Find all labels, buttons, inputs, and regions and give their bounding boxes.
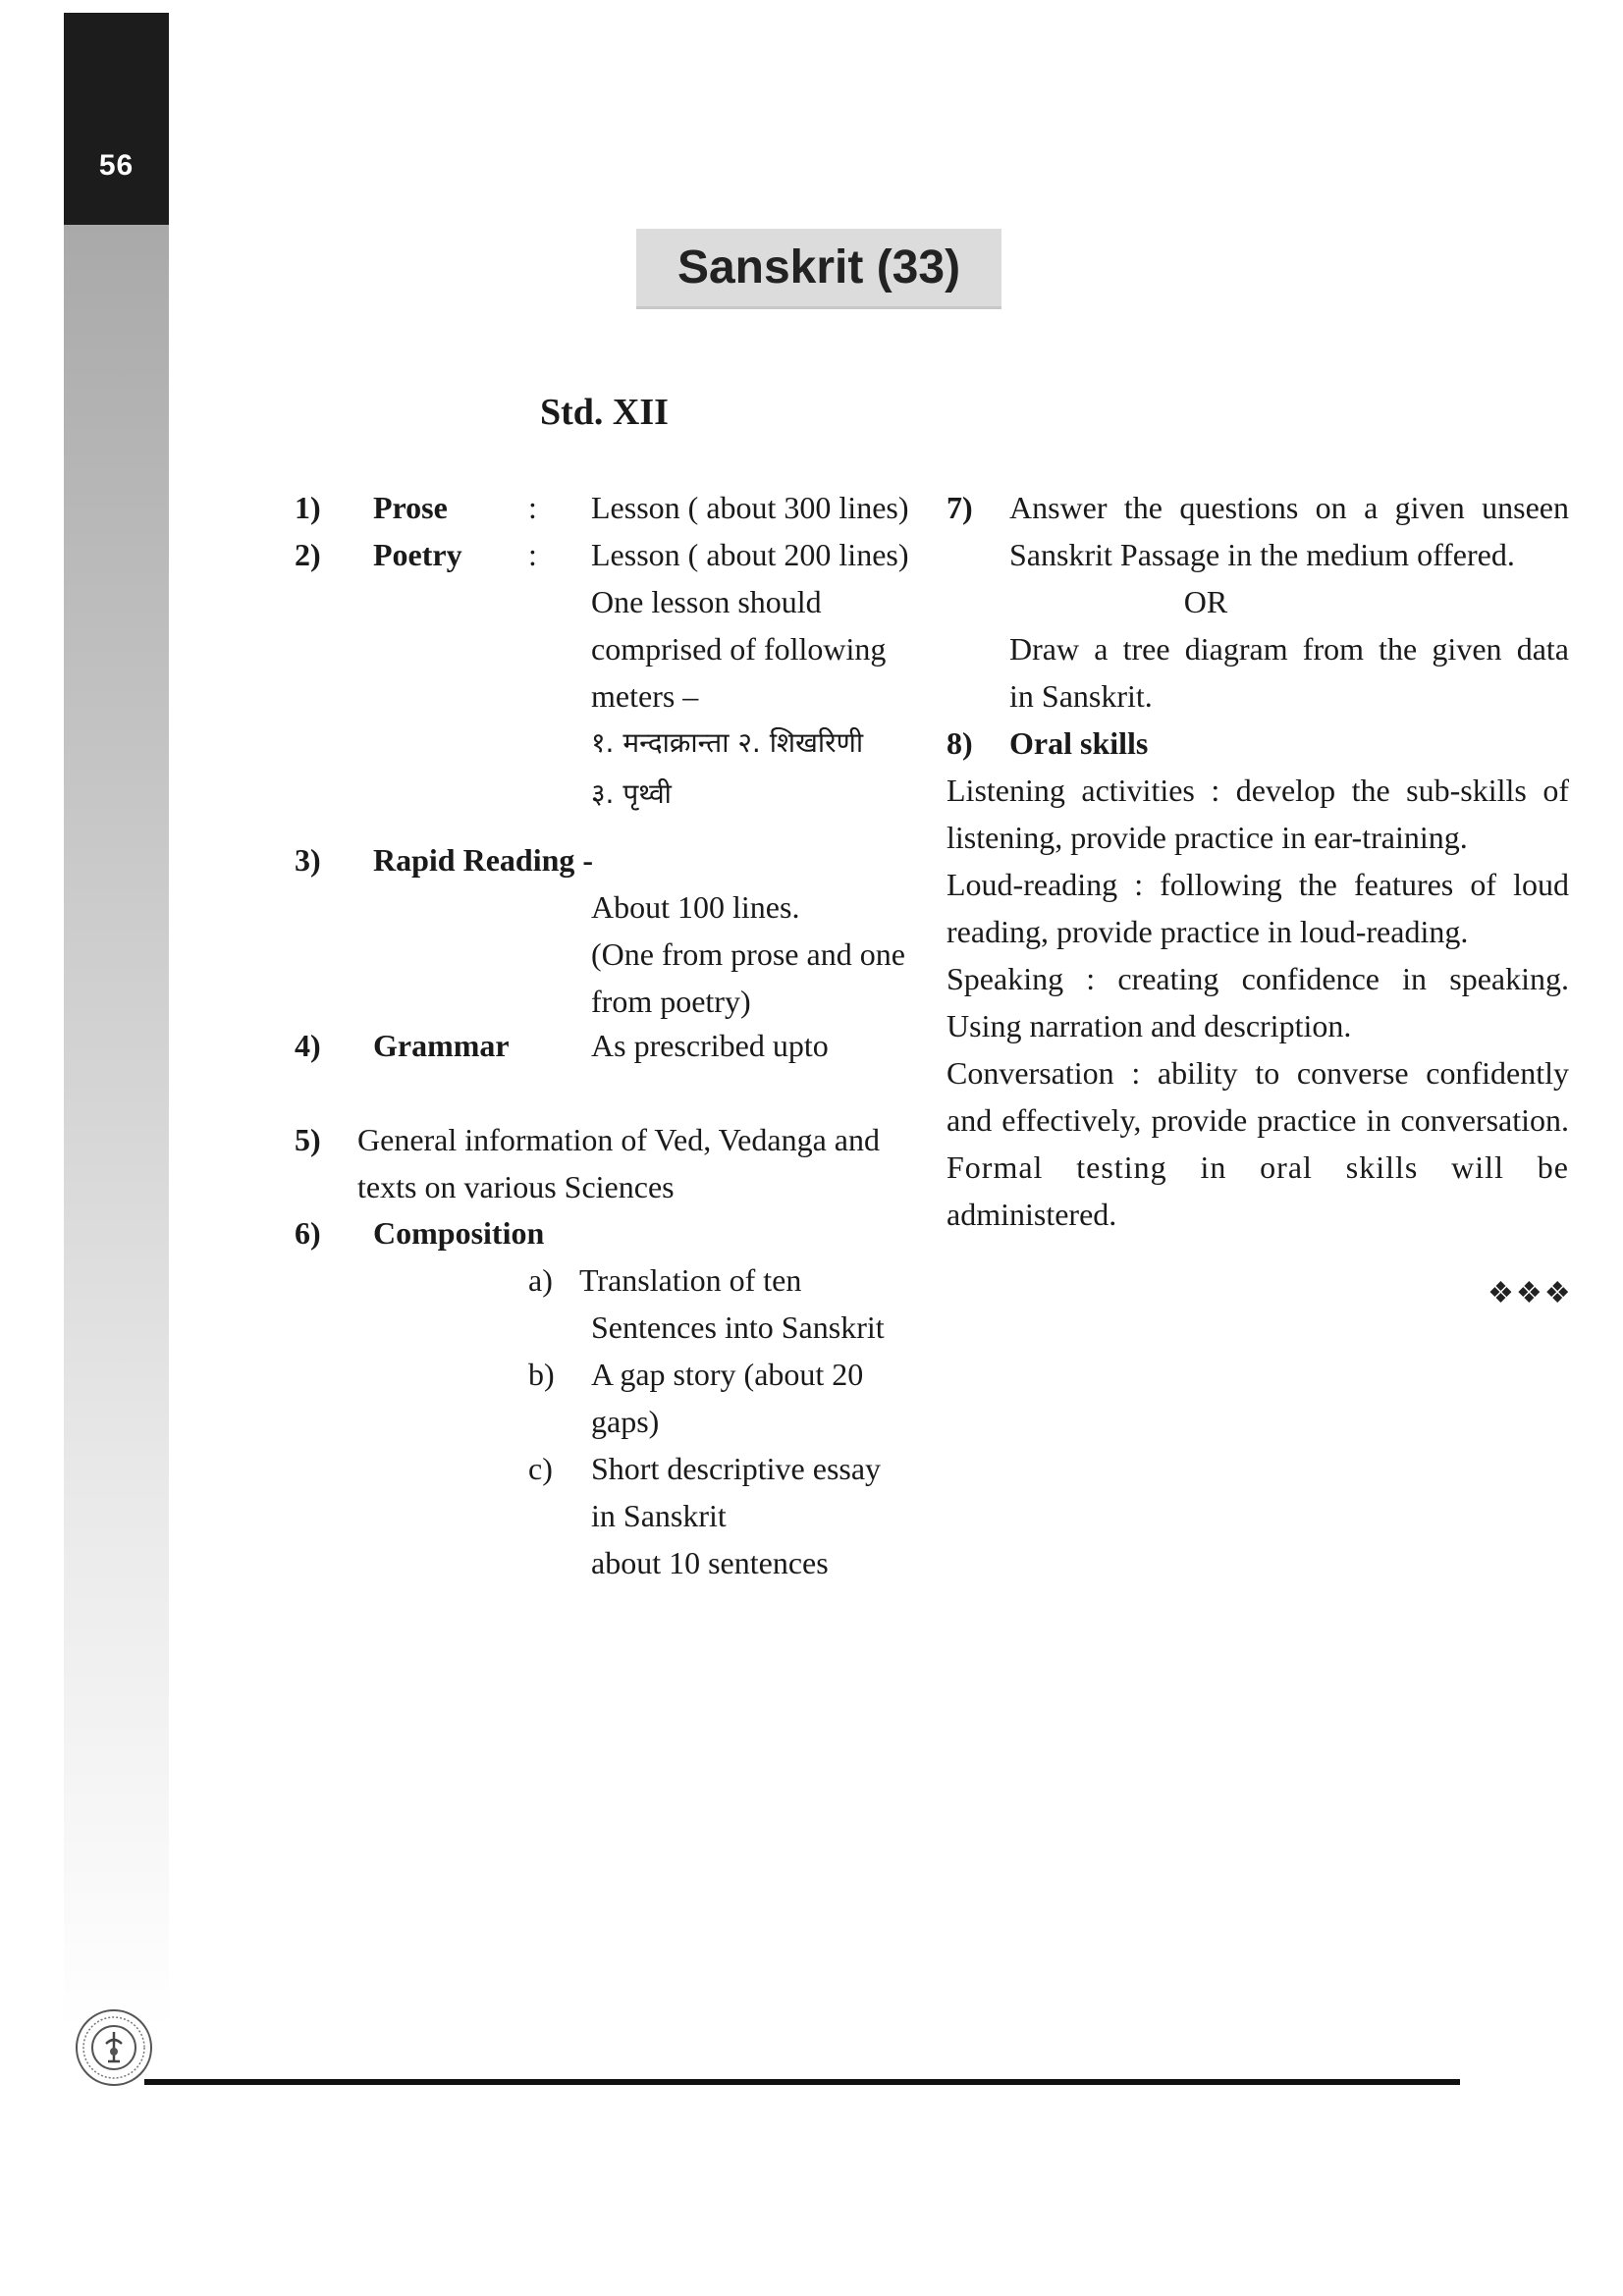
item-2-line: comprised of following	[591, 631, 887, 667]
item-7-line: Draw a tree diagram from the given data	[1009, 631, 1569, 667]
item-6b-line: A gap story (about 20	[591, 1357, 864, 1392]
item-1-heading: Prose	[373, 490, 448, 525]
item-6a-label: a)	[528, 1262, 553, 1298]
std-heading: Std. XII	[540, 392, 669, 433]
item-6a-line: Translation of ten	[579, 1262, 802, 1298]
item-2-number: 2)	[295, 537, 321, 572]
item-4-heading: Grammar	[373, 1028, 510, 1063]
item-8-line: and effectively, provide practice in conversation.	[947, 1102, 1569, 1138]
item-2-heading: Poetry	[373, 537, 462, 572]
page-number: 56	[98, 149, 135, 182]
item-8-number: 8)	[947, 725, 973, 761]
item-3-line: from poetry)	[591, 984, 751, 1019]
item-8-heading: Oral skills	[1009, 725, 1149, 761]
item-2-line: One lesson should	[591, 584, 822, 619]
item-8-line: listening, provide practice in ear-training.	[947, 820, 1468, 855]
item-3-line: (One from prose and one	[591, 936, 905, 972]
item-2-colon: :	[528, 537, 537, 572]
item-6a-line: Sentences into Sanskrit	[591, 1309, 885, 1345]
page-title: Sanskrit (33)	[676, 241, 961, 294]
side-bar	[64, 225, 169, 2031]
title-box	[636, 229, 1001, 309]
item-7-line: in Sanskrit.	[1009, 678, 1153, 714]
item-6-heading: Composition	[373, 1215, 545, 1251]
item-8-line: Conversation : ability to converse confidently	[947, 1055, 1569, 1091]
item-7-line: Answer the questions on a given unseen	[1009, 490, 1569, 525]
item-5-line: texts on various Sciences	[357, 1169, 675, 1204]
item-6c-label: c)	[528, 1451, 553, 1486]
item-6c-line: Short descriptive essay	[591, 1451, 882, 1486]
item-1-number: 1)	[295, 490, 321, 525]
board-logo-icon	[75, 2008, 153, 2087]
end-ornament: ❖❖❖	[1488, 1277, 1573, 1309]
item-8-line: Loud-reading : following the features of loud	[947, 867, 1569, 902]
item-2-line: meters –	[591, 678, 699, 714]
item-3-heading: Rapid Reading -	[373, 842, 594, 878]
item-6b-label: b)	[528, 1357, 555, 1392]
item-1-text: Lesson ( about 300 lines)	[591, 490, 909, 525]
item-6-number: 6)	[295, 1215, 321, 1251]
footer-rule	[144, 2079, 1460, 2085]
item-6c-line: about 10 sentences	[591, 1545, 829, 1580]
item-5-line: General information of Ved, Vedanga and	[357, 1122, 880, 1157]
item-6c-line: in Sanskrit	[591, 1498, 727, 1533]
item-6b-line: gaps)	[591, 1404, 660, 1439]
item-4-number: 4)	[295, 1028, 321, 1063]
page-tab	[64, 13, 169, 225]
item-3-number: 3)	[295, 842, 321, 878]
item-4-text: As prescribed upto	[591, 1028, 829, 1063]
item-8-line: Formal testing in oral skills will be	[947, 1149, 1569, 1185]
item-8-line: reading, provide practice in loud-reading.	[947, 914, 1469, 949]
item-7-line: Sanskrit Passage in the medium offered.	[1009, 537, 1515, 572]
item-2-line: Lesson ( about 200 lines)	[591, 537, 909, 572]
item-8-line: Using narration and description.	[947, 1008, 1352, 1043]
item-8-line: Speaking : creating confidence in speaking.	[947, 961, 1569, 996]
item-7-or: OR	[1183, 584, 1228, 619]
item-7-number: 7)	[947, 490, 973, 525]
item-8-line: Listening activities : develop the sub-skills of	[947, 773, 1569, 808]
item-1-colon: :	[528, 490, 537, 525]
item-2-meters-devanagari: १. मन्दाक्रान्ता २. शिखरिणी	[591, 726, 864, 759]
item-5-number: 5)	[295, 1122, 321, 1157]
item-3-line: About 100 lines.	[591, 889, 800, 925]
item-2-meters-devanagari: ३. पृथ्वी	[591, 777, 672, 810]
item-8-line: administered.	[947, 1197, 1117, 1232]
